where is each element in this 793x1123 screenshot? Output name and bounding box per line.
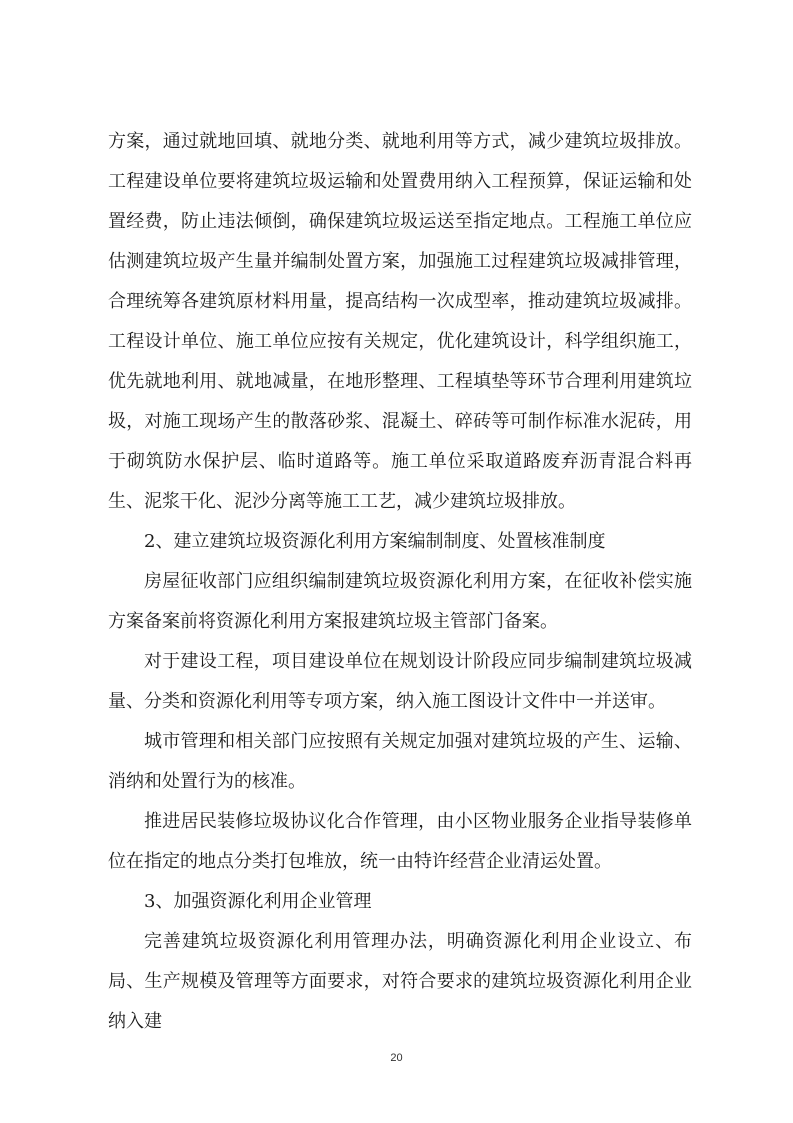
page-number: 20 xyxy=(390,1052,403,1064)
section-heading-3: 3、加强资源化利用企业管理 xyxy=(144,891,372,912)
paragraph: 城市管理和相关部门应按照有关规定加强对建筑垃圾的产生、运输、消纳和处置行为的核准。 xyxy=(108,731,692,792)
paragraph-continued: 方案，通过就地回填、就地分类、就地利用等方式，减少建筑垃圾排放。工程建设单位要将建筑垃圾运输和处置费用纳入工程预算，保证运输和处置经费，防止违法倾倒，确保建筑垃圾运送至指定地点。工程施工单位应估测建筑垃圾产生量并编制处置方案，加强施工过程建筑垃圾减排管理，合理统筹各建筑原材料用量，提高结构一次成型率，推动建筑垃圾减排。工程设计单位、施工单位应按有关规定，优化建筑设计，科学组织施工，优先就地利用、就地减量，在地形整理、工程填垫等环节合理利用建筑垃圾，对施工现场产生的散落砂浆、混凝土、碎砖等可制作标准水泥砖，用于砌筑防水保护层、临时道路等。施工单位采取道路废弃沥青混合料再生、泥浆干化、泥沙分离等施工工艺，减少建筑垃圾排放。 xyxy=(108,131,692,512)
section-heading-2: 2、建立建筑垃圾资源化利用方案编制制度、处置核准制度 xyxy=(144,531,606,552)
paragraph: 完善建筑垃圾资源化利用管理办法，明确资源化利用企业设立、布局、生产规模及管理等方面要求，对符合要求的建筑垃圾资源化利用企业纳入建 xyxy=(108,931,692,1032)
paragraph: 对于建设工程，项目建设单位在规划设计阶段应同步编制建筑垃圾减量、分类和资源化利用等专项方案，纳入施工图设计文件中一并送审。 xyxy=(108,651,692,712)
paragraph: 房屋征收部门应组织编制建筑垃圾资源化利用方案，在征收补偿实施方案备案前将资源化利用方案报建筑垃圾主管部门备案。 xyxy=(108,571,692,632)
document-body xyxy=(108,122,692,1042)
paragraph: 推进居民装修垃圾协议化合作管理，由小区物业服务企业指导装修单位在指定的地点分类打包堆放，统一由特许经营企业清运处置。 xyxy=(108,811,692,872)
